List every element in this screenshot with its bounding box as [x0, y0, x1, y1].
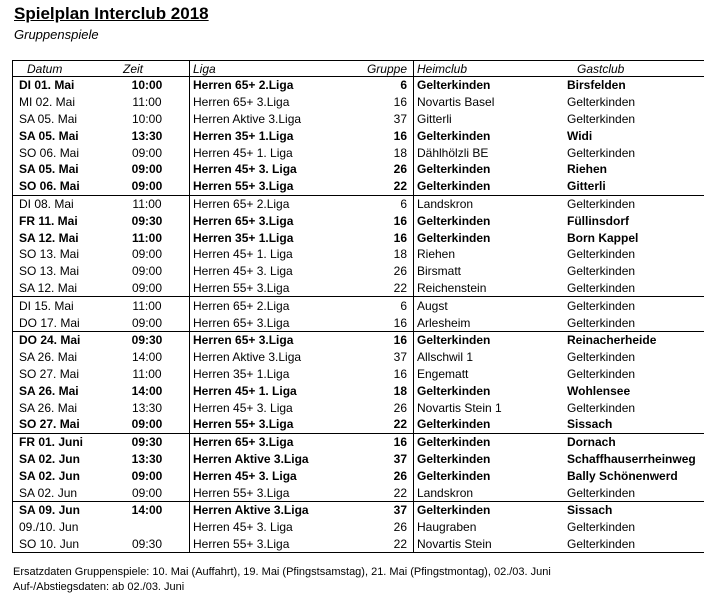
cell-heimclub: Gelterkinden [414, 501, 566, 518]
cell-gruppe: 22 [345, 280, 414, 297]
page-subtitle: Gruppenspiele [14, 27, 99, 42]
cell-gastclub: Gelterkinden [565, 297, 704, 314]
cell-zeit: 09:00 [131, 417, 163, 432]
cell-liga: Herren 35+ 1.Liga [190, 127, 346, 144]
cell-gruppe: 26 [345, 161, 414, 178]
cell-zeit: 11:00 [132, 95, 162, 110]
table-row [13, 399, 704, 416]
cell-gruppe: 16 [345, 331, 414, 348]
cell-datum: SA 02. Jun [13, 467, 106, 484]
table-row [13, 77, 704, 94]
cell-gastclub: Gelterkinden [565, 349, 704, 366]
cell-datum: SO 06. Mai [13, 178, 106, 195]
cell-gruppe: 16 [345, 212, 414, 229]
cell-datum: SA 02. Jun [13, 484, 106, 501]
table-row [13, 246, 704, 263]
cell-liga: Herren Aktive 3.Liga [190, 349, 346, 366]
cell-heimclub: Allschwil 1 [417, 350, 474, 365]
cell-gruppe: 37 [345, 349, 414, 366]
cell-gruppe: 18 [345, 246, 414, 263]
cell-liga: Herren 45+ 3. Liga [190, 519, 346, 536]
cell-liga: Herren 45+ 3. Liga [190, 161, 346, 178]
table-row [13, 212, 704, 229]
table-row [13, 161, 704, 178]
cell-gastclub: Gelterkinden [565, 263, 704, 280]
cell-gruppe: 18 [345, 382, 414, 399]
cell-datum: DI 01. Mai [13, 77, 106, 94]
table-row [13, 433, 704, 450]
cell-zeit: 09:00 [131, 162, 163, 177]
cell-heimclub: Engematt [417, 366, 469, 381]
header-datum: Datum [13, 61, 106, 77]
cell-liga: Herren 65+ 3.Liga [190, 331, 346, 348]
cell-zeit: 09:00 [131, 468, 163, 483]
cell-gruppe: 6 [345, 77, 414, 94]
cell-gastclub: Gelterkinden [565, 144, 704, 161]
cell-zeit: 09:00 [131, 280, 163, 295]
cell-datum: FR 01. Juni [13, 433, 106, 450]
cell-gruppe: 26 [345, 519, 414, 536]
cell-liga: Herren 35+ 1.Liga [190, 366, 346, 383]
header-gastclub: Gastclub [565, 61, 704, 77]
cell-gruppe: 18 [345, 144, 414, 161]
cell-gruppe: 22 [345, 416, 414, 433]
cell-gruppe: 26 [345, 399, 414, 416]
cell-liga: Herren 45+ 3. Liga [190, 467, 346, 484]
cell-liga: Herren 45+ 1. Liga [190, 382, 346, 399]
cell-liga: Herren 45+ 3. Liga [190, 399, 346, 416]
cell-datum: SO 06. Mai [13, 144, 106, 161]
cell-gastclub: Gitterli [565, 178, 704, 195]
header-row [13, 61, 704, 77]
cell-heimclub: Novartis Basel [417, 95, 495, 110]
table-row [13, 366, 704, 383]
schedule-table [12, 60, 704, 553]
cell-gastclub: Gelterkinden [565, 195, 704, 212]
cell-liga: Herren 65+ 3.Liga [190, 314, 346, 331]
table-row [13, 349, 704, 366]
cell-heimclub: Gelterkinden [417, 451, 491, 466]
cell-datum: DO 24. Mai [13, 331, 106, 348]
cell-zeit: 09:00 [131, 264, 163, 279]
table-row [13, 416, 704, 433]
cell-zeit: 11:00 [105, 297, 190, 314]
cell-datum: SA 26. Mai [13, 349, 106, 366]
cell-datum: SA 05. Mai [13, 127, 106, 144]
cell-datum: MI 02. Mai [13, 94, 106, 111]
header-zeit: Zeit [105, 61, 190, 77]
table-row [13, 111, 704, 128]
cell-heimclub: Gelterkinden [417, 213, 491, 228]
cell-gastclub: Reinacherheide [565, 331, 704, 348]
table-row [13, 127, 704, 144]
cell-gruppe: 26 [345, 467, 414, 484]
cell-gruppe: 37 [345, 111, 414, 128]
cell-datum: FR 11. Mai [13, 212, 106, 229]
table-row [13, 536, 704, 553]
cell-datum: SA 26. Mai [13, 382, 106, 399]
cell-heimclub: Gelterkinden [417, 78, 491, 93]
cell-datum: SO 10. Jun [13, 536, 106, 553]
table-row [13, 263, 704, 280]
cell-gastclub: Dornach [565, 433, 704, 450]
cell-zeit: 09:00 [131, 247, 163, 262]
cell-heimclub: Reichenstein [417, 280, 487, 295]
cell-zeit: 09:30 [131, 213, 163, 228]
cell-heimclub: Landskron [414, 195, 566, 212]
cell-heimclub: Gelterkinden [417, 468, 491, 483]
cell-gastclub: Gelterkinden [565, 246, 704, 263]
cell-gastclub: Born Kappel [565, 229, 704, 246]
cell-liga: Herren 55+ 3.Liga [190, 536, 346, 553]
cell-heimclub: Gelterkinden [417, 162, 491, 177]
cell-gruppe: 16 [345, 229, 414, 246]
cell-gastclub: Wohlensee [565, 382, 704, 399]
cell-gastclub: Sissach [565, 501, 704, 518]
cell-gastclub: Widi [565, 127, 704, 144]
cell-liga: Herren 65+ 2.Liga [190, 195, 346, 212]
cell-liga: Herren 35+ 1.Liga [190, 229, 346, 246]
cell-datum: DI 08. Mai [13, 195, 106, 212]
cell-datum: SA 02. Jun [13, 451, 106, 468]
footnote-aufabstieg: Auf-/Abstiegsdaten: ab 02./03. Juni [13, 581, 185, 593]
cell-zeit: 09:00 [131, 179, 163, 194]
cell-gastclub: Gelterkinden [565, 111, 704, 128]
table-row [13, 178, 704, 195]
cell-heimclub: Augst [414, 297, 566, 314]
cell-gastclub: Schaffhauserrheinweg [565, 451, 704, 468]
cell-gruppe: 22 [345, 178, 414, 195]
cell-gastclub: Gelterkinden [565, 536, 704, 553]
cell-zeit: 11:00 [131, 230, 163, 245]
cell-gastclub: Gelterkinden [565, 94, 704, 111]
cell-heimclub: Gelterkinden [417, 179, 491, 194]
cell-liga: Herren 65+ 3.Liga [190, 94, 346, 111]
cell-zeit [105, 519, 190, 536]
cell-heimclub: Dählhölzli BE [417, 145, 489, 160]
cell-liga: Herren Aktive 3.Liga [190, 111, 346, 128]
cell-liga: Herren 65+ 2.Liga [190, 297, 346, 314]
cell-zeit: 11:00 [105, 195, 190, 212]
page-title: Spielplan Interclub 2018 [14, 4, 209, 23]
cell-gastclub: Sissach [565, 416, 704, 433]
table-row [13, 467, 704, 484]
cell-datum: SA 09. Jun [13, 501, 106, 518]
cell-liga: Herren Aktive 3.Liga [190, 451, 346, 468]
cell-liga: Herren 55+ 3.Liga [190, 484, 346, 501]
cell-datum: SO 13. Mai [13, 263, 106, 280]
cell-datum: DO 17. Mai [13, 314, 106, 331]
cell-heimclub: Novartis Stein 1 [417, 400, 502, 415]
cell-zeit: 13:30 [131, 451, 163, 466]
cell-zeit: 14:00 [105, 501, 190, 518]
cell-gastclub: Füllinsdorf [565, 212, 704, 229]
cell-liga: Herren Aktive 3.Liga [190, 501, 346, 518]
cell-datum: SA 12. Mai [13, 280, 106, 297]
cell-heimclub: Gelterkinden [417, 417, 491, 432]
cell-gastclub: Gelterkinden [565, 399, 704, 416]
cell-gastclub: Riehen [565, 161, 704, 178]
cell-liga: Herren 45+ 1. Liga [190, 144, 346, 161]
cell-zeit: 10:00 [131, 78, 163, 93]
cell-gruppe: 6 [345, 195, 414, 212]
cell-heimclub: Riehen [417, 247, 456, 262]
table-row [13, 314, 704, 331]
footnote-ersatzdaten: Ersatzdaten Gruppenspiele: 10. Mai (Auffahrt), 19. Mai (Pfingstsamstag), 21. Mai (Pfingstmontag), 02./03. Juni [13, 566, 551, 578]
cell-zeit: 13:30 [131, 400, 163, 415]
cell-gruppe: 22 [345, 536, 414, 553]
table-row [13, 94, 704, 111]
cell-liga: Herren 65+ 2.Liga [190, 77, 346, 94]
cell-liga: Herren 65+ 3.Liga [190, 433, 346, 450]
cell-datum: SA 12. Mai [13, 229, 106, 246]
cell-zeit: 09:30 [105, 433, 190, 450]
cell-gastclub: Gelterkinden [565, 366, 704, 383]
cell-gruppe: 16 [345, 127, 414, 144]
cell-heimclub: Landskron [417, 485, 474, 500]
header-gruppe: Gruppe [345, 61, 414, 77]
cell-zeit: 09:30 [105, 536, 190, 553]
cell-heimclub: Gelterkinden [417, 128, 491, 143]
table-row [13, 195, 704, 212]
cell-zeit: 09:00 [131, 485, 163, 500]
cell-zeit: 13:30 [131, 128, 163, 143]
cell-heimclub: Gitterli [417, 111, 452, 126]
table-row [13, 382, 704, 399]
cell-zeit: 09:00 [131, 145, 163, 160]
table-row [13, 229, 704, 246]
cell-gastclub: Gelterkinden [565, 280, 704, 297]
table-row [13, 280, 704, 297]
cell-heimclub: Gelterkinden [414, 433, 566, 450]
cell-datum: SO 27. Mai [13, 416, 106, 433]
cell-datum: 09./10. Jun [13, 519, 106, 536]
cell-gruppe: 16 [345, 433, 414, 450]
cell-gruppe: 37 [345, 501, 414, 518]
cell-datum: SO 27. Mai [13, 366, 106, 383]
table-row [13, 297, 704, 314]
cell-heimclub: Gelterkinden [417, 230, 491, 245]
table-row [13, 144, 704, 161]
cell-gastclub: Gelterkinden [565, 519, 704, 536]
table-row [13, 451, 704, 468]
cell-zeit: 09:30 [105, 331, 190, 348]
cell-heimclub: Novartis Stein [414, 536, 566, 553]
cell-datum: DI 15. Mai [13, 297, 106, 314]
cell-heimclub: Haugraben [417, 520, 477, 535]
cell-gastclub: Birsfelden [565, 77, 704, 94]
cell-zeit: 09:00 [131, 315, 163, 330]
cell-gruppe: 16 [345, 314, 414, 331]
cell-zeit: 14:00 [131, 383, 163, 398]
cell-gruppe: 16 [345, 366, 414, 383]
cell-liga: Herren 45+ 3. Liga [190, 263, 346, 280]
table-row [13, 331, 704, 348]
cell-liga: Herren 55+ 3.Liga [190, 178, 346, 195]
cell-gruppe: 26 [345, 263, 414, 280]
cell-datum: SA 05. Mai [13, 111, 106, 128]
cell-heimclub: Arlesheim [417, 315, 471, 330]
cell-gruppe: 37 [345, 451, 414, 468]
cell-heimclub: Gelterkinden [414, 331, 566, 348]
cell-datum: SO 13. Mai [13, 246, 106, 263]
header-liga: Liga [190, 61, 346, 77]
table-row [13, 501, 704, 518]
cell-gruppe: 16 [345, 94, 414, 111]
cell-datum: SA 05. Mai [13, 161, 106, 178]
cell-gastclub: Gelterkinden [565, 314, 704, 331]
cell-liga: Herren 55+ 3.Liga [190, 280, 346, 297]
cell-gastclub: Gelterkinden [565, 484, 704, 501]
cell-heimclub: Gelterkinden [417, 383, 491, 398]
cell-gruppe: 6 [345, 297, 414, 314]
cell-zeit: 10:00 [131, 111, 163, 126]
cell-zeit: 11:00 [132, 366, 162, 381]
table-row [13, 519, 704, 536]
cell-liga: Herren 45+ 1. Liga [190, 246, 346, 263]
cell-heimclub: Birsmatt [417, 264, 462, 279]
header-heimclub: Heimclub [414, 61, 566, 77]
cell-gruppe: 22 [345, 484, 414, 501]
cell-liga: Herren 65+ 3.Liga [190, 212, 346, 229]
cell-liga: Herren 55+ 3.Liga [190, 416, 346, 433]
cell-zeit: 14:00 [131, 350, 163, 365]
cell-datum: SA 26. Mai [13, 399, 106, 416]
table-row [13, 484, 704, 501]
cell-gastclub: Bally Schönenwerd [565, 467, 704, 484]
